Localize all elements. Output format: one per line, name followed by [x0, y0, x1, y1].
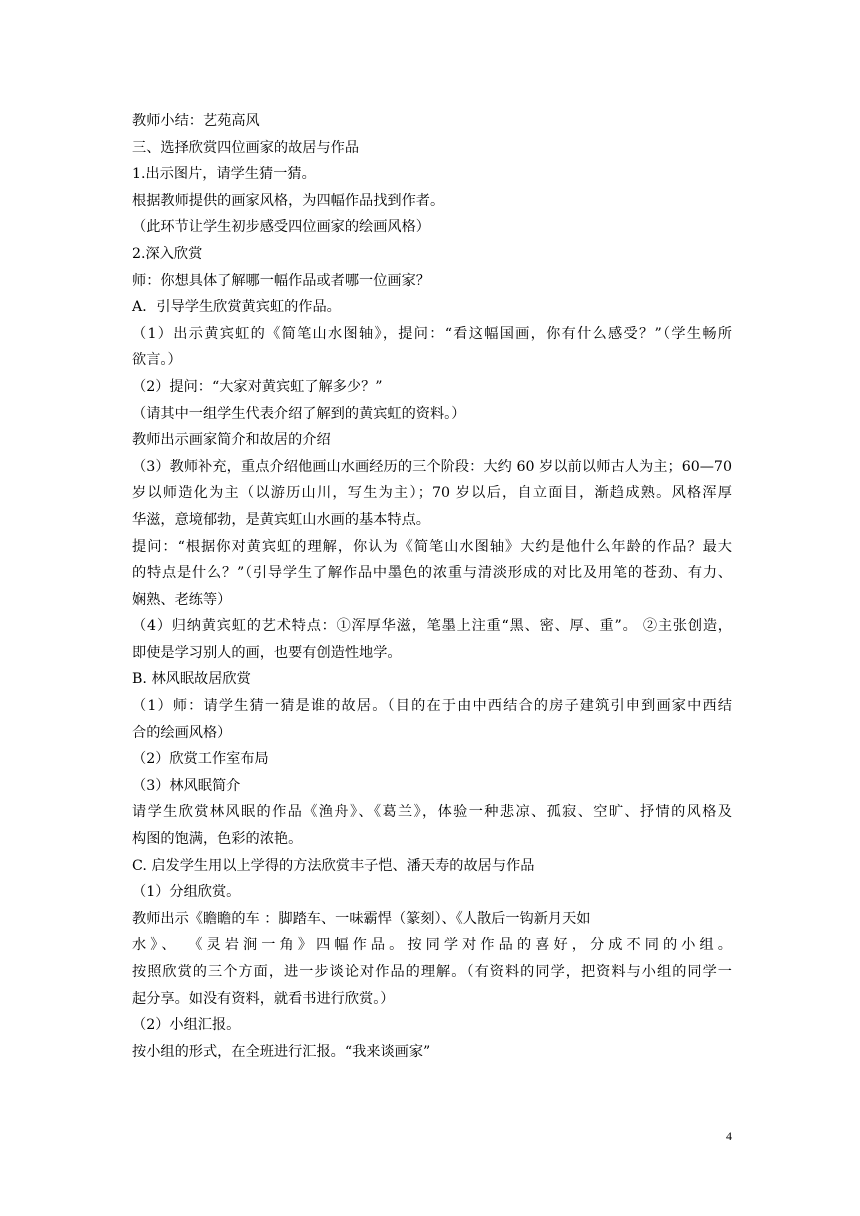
text-line: （3）教师补充，重点介绍他画山水画经历的三个阶段：大约 60 岁以前以师古人为主；60—70	[132, 458, 732, 475]
text-line: （3）林风眠简介	[132, 777, 241, 794]
text-line: 娴熟、老练等）	[132, 591, 232, 608]
text-line: 教师小结：艺苑高风	[132, 113, 260, 129]
text-line: C. 启发学生用以上学得的方法欣赏丰子恺、潘天寿的故居与作品	[132, 857, 535, 874]
text-line: （此环节让学生初步感受四位画家的绘画风格）	[132, 219, 430, 236]
text-line: 构图的饱满，色彩的浓艳。	[132, 831, 303, 848]
text-line: （2）提问：“大家对黄宾虹了解多少？”	[132, 378, 383, 395]
text-line: 2.深入欣赏	[132, 245, 203, 262]
text-line: （1）师：请学生猜一猜是谁的故居。（目的在于由中西结合的房子建筑引申到画家中西结	[132, 698, 732, 715]
text-line: 三、选择欣赏四位画家的故居与作品	[132, 139, 360, 156]
text-line: （2）欣赏工作室布局	[132, 751, 269, 768]
text-line: 水》、 《灵岩涧一角》四幅作品。按同学对作品的喜好，分成不同的小组。	[132, 937, 732, 954]
text-line: （请其中一组学生代表介绍了解到的黄宾虹的资料。）	[132, 405, 466, 422]
text-line: 合的绘画风格）	[132, 724, 232, 741]
page-number: 4	[726, 1129, 732, 1143]
text-line: 请学生欣赏林风眠的作品《渔舟》、《葛兰》，体验一种悲凉、孤寂、空旷、抒情的风格及	[132, 804, 732, 821]
document-body	[132, 108, 732, 1065]
text-line: 1.出示图片，请学生猜一猜。	[132, 166, 316, 183]
text-line: B. 林风眠故居欣赏	[132, 671, 251, 688]
text-line: 起分享。如没有资料，就看书进行欣赏。）	[132, 990, 395, 1007]
text-line: （1）分组欣赏。	[132, 884, 241, 901]
text-line: 即使是学习别人的画，也要有创造性地学。	[132, 644, 402, 661]
text-line: 的特点是什么？”（引导学生了解作品中墨色的浓重与清淡形成的对比及用笔的苍劲、有力、	[132, 565, 732, 582]
text-line: 教师出示《瞻瞻的车 ：脚踏车、一味霸悍（篆刻）、《人散后一钩新月天如	[132, 910, 591, 927]
text-line: （1）出示黄宾虹的《简笔山水图轴》，提问：“看这幅国画，你有什么感受？”（学生畅所	[132, 325, 732, 342]
text-line: 按小组的形式，在全班进行汇报。“我来谈画家”	[132, 1043, 431, 1060]
text-line: 根据教师提供的画家风格，为四幅作品找到作者。	[132, 192, 445, 209]
text-line: （4）归纳黄宾虹的艺术特点：①浑厚华滋，笔墨上注重“黑、密、厚、重”。 ②主张创造，	[132, 618, 732, 635]
text-line: 师：你想具体了解哪一幅作品或者哪一位画家？	[132, 272, 430, 289]
text-line: 按照欣赏的三个方面，进一步谈论对作品的理解。（有资料的同学，把资料与小组的同学一	[132, 964, 732, 980]
text-line: 华滋，意境郁勃，是黄宾虹山水画的基本特点。	[132, 511, 430, 528]
text-line: 提问：“根据你对黄宾虹的理解，你认为《简笔山水图轴》大约是他什么年龄的作品？最大	[132, 538, 732, 555]
text-line: 岁以师造化为主（以游历山川，写生为主）；70 岁以后，自立面目，渐趋成熟。风格浑厚	[132, 485, 732, 502]
text-line: 欲言。）	[132, 352, 182, 369]
text-line: 教师出示画家简介和故居的介绍	[132, 432, 331, 449]
text-line: A．引导学生欣赏黄宾虹的作品。	[132, 299, 341, 316]
text-line: （2）小组汇报。	[132, 1017, 241, 1034]
